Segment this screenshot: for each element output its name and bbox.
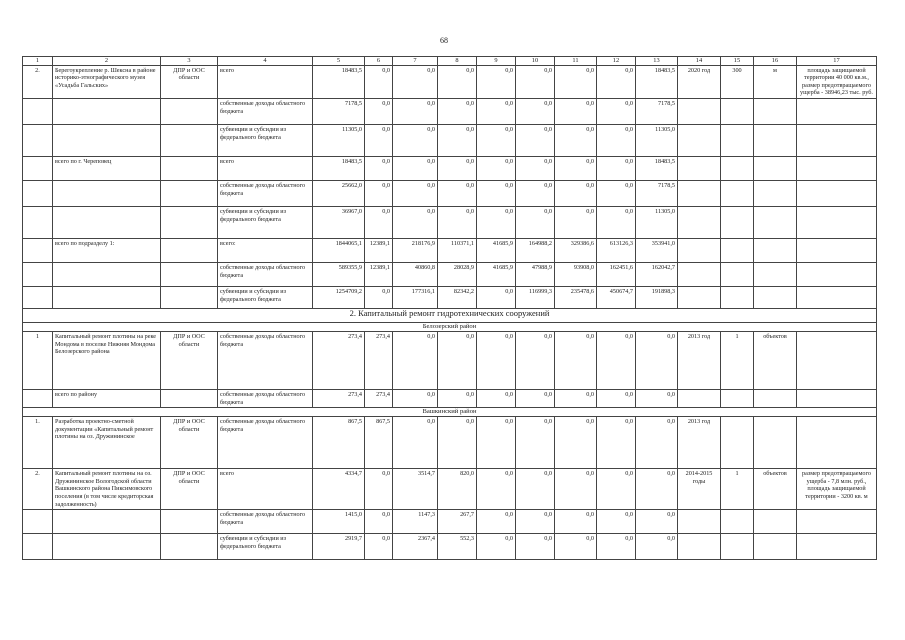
table-cell (53, 206, 161, 238)
table-cell: 273,4 (365, 331, 393, 389)
table-cell: 47988,9 (516, 262, 555, 286)
table-cell: 1 (721, 331, 754, 389)
table-cell (721, 534, 754, 560)
subsection-heading-row (23, 322, 877, 331)
table-cell (797, 389, 877, 407)
table-cell: 2014-2015 годы (678, 469, 721, 510)
table-cell (53, 98, 161, 124)
table-cell (797, 534, 877, 560)
column-header: 14 (678, 57, 721, 66)
table-cell (678, 389, 721, 407)
table-cell: 0,0 (555, 124, 597, 156)
table-cell: 93908,0 (555, 262, 597, 286)
table-cell (721, 180, 754, 206)
table-row (23, 156, 877, 180)
table-cell: всего (218, 156, 313, 180)
table-cell: 0,0 (393, 156, 438, 180)
column-header: 13 (636, 57, 678, 66)
table-cell: 0,0 (516, 206, 555, 238)
table-cell: субвенции и субсидии из федерального бюджета (218, 534, 313, 560)
table-cell: 300 (721, 65, 754, 98)
table-cell: 273,4 (313, 389, 365, 407)
table-cell: собственные доходы областного бюджета (218, 180, 313, 206)
table-row (23, 389, 877, 407)
subsection-heading: Вашкинский район (23, 408, 877, 417)
table-cell: 18483,5 (313, 65, 365, 98)
table-cell: 0,0 (477, 534, 516, 560)
table-cell: 0,0 (516, 469, 555, 510)
table-cell: 450674,7 (597, 286, 636, 308)
table-cell (797, 206, 877, 238)
table-cell: ДПР и ООС области (161, 65, 218, 98)
table-cell: 2020 год (678, 65, 721, 98)
table-cell (721, 262, 754, 286)
subsection-heading: Белозерский район (23, 322, 877, 331)
table-cell: 273,4 (365, 389, 393, 407)
table-cell: 0,0 (597, 124, 636, 156)
table-cell: 0,0 (438, 180, 477, 206)
table-cell: 4334,7 (313, 469, 365, 510)
table-cell: ДПР и ООС области (161, 331, 218, 389)
table-cell: 0,0 (477, 156, 516, 180)
table-cell: 0,0 (393, 389, 438, 407)
table-cell (161, 98, 218, 124)
table-cell: 867,5 (365, 417, 393, 469)
table-cell (161, 262, 218, 286)
table-cell: 0,0 (365, 510, 393, 534)
table-cell (797, 180, 877, 206)
column-header: 5 (313, 57, 365, 66)
table-cell: собственные доходы областного бюджета (218, 262, 313, 286)
table-cell (23, 286, 53, 308)
table-cell (721, 156, 754, 180)
table-cell: 2013 год (678, 417, 721, 469)
table-cell: собственные доходы областного бюджета (218, 389, 313, 407)
table-cell (23, 180, 53, 206)
table-cell: 0,0 (438, 331, 477, 389)
table-row (23, 417, 877, 469)
table-cell: 0,0 (477, 98, 516, 124)
table-cell (161, 206, 218, 238)
table-cell: 0,0 (597, 156, 636, 180)
table-cell: 28028,9 (438, 262, 477, 286)
table-cell (721, 238, 754, 262)
table-cell: всего по подразделу 1: (53, 238, 161, 262)
table-cell: субвенции и субсидии из федерального бюджета (218, 124, 313, 156)
table-cell: 353941,0 (636, 238, 678, 262)
table-cell: 0,0 (365, 124, 393, 156)
table-cell: 0,0 (597, 180, 636, 206)
table-cell: 0,0 (393, 65, 438, 98)
table-cell: 0,0 (636, 510, 678, 534)
column-header: 2 (53, 57, 161, 66)
table-cell: 116999,3 (516, 286, 555, 308)
table-cell: 0,0 (477, 389, 516, 407)
section-heading: 2. Капитальный ремонт гидротехнических сооружений (23, 308, 877, 322)
table-cell: 191898,3 (636, 286, 678, 308)
table-cell (678, 98, 721, 124)
table-cell (161, 389, 218, 407)
table-cell (754, 510, 797, 534)
table-cell: 0,0 (597, 206, 636, 238)
table-cell (23, 238, 53, 262)
table-cell (797, 510, 877, 534)
table-cell: 0,0 (636, 534, 678, 560)
table-cell: 329386,6 (555, 238, 597, 262)
table-cell: 0,0 (597, 417, 636, 469)
table-row (23, 180, 877, 206)
table-cell: 40860,8 (393, 262, 438, 286)
table-cell (754, 417, 797, 469)
table-cell: 0,0 (477, 286, 516, 308)
table-cell: 0,0 (477, 180, 516, 206)
table-cell: 0,0 (555, 389, 597, 407)
table-cell: 0,0 (555, 156, 597, 180)
table-cell: 0,0 (477, 65, 516, 98)
table-cell: 0,0 (597, 98, 636, 124)
table-cell: 0,0 (555, 417, 597, 469)
table-cell (721, 98, 754, 124)
table-cell: 0,0 (597, 510, 636, 534)
table-cell: 0,0 (438, 124, 477, 156)
budget-table (22, 56, 877, 560)
table-cell: 0,0 (438, 98, 477, 124)
table-cell: 0,0 (477, 206, 516, 238)
table-cell: 589355,9 (313, 262, 365, 286)
table-cell: 0,0 (555, 180, 597, 206)
table-cell: 12389,1 (365, 238, 393, 262)
table-cell: 273,4 (313, 331, 365, 389)
table-cell: 0,0 (365, 180, 393, 206)
table-cell: 218176,9 (393, 238, 438, 262)
table-cell (678, 286, 721, 308)
table-cell (721, 124, 754, 156)
table-cell: 0,0 (597, 65, 636, 98)
table-cell: 0,0 (438, 417, 477, 469)
table-cell: субвенции и субсидии из федерального бюджета (218, 206, 313, 238)
table-cell (721, 389, 754, 407)
table-cell (23, 510, 53, 534)
table-cell: собственные доходы областного бюджета (218, 331, 313, 389)
table-cell (721, 510, 754, 534)
table-cell: 0,0 (393, 180, 438, 206)
table-cell: 12389,1 (365, 262, 393, 286)
table-cell (754, 98, 797, 124)
table-cell: Берегоукрепление р. Шексна в районе историко-этнографического музея «Усадьба Гальских» (53, 65, 161, 98)
table-cell: 1 (721, 469, 754, 510)
column-header: 6 (365, 57, 393, 66)
table-cell: 0,0 (516, 124, 555, 156)
column-header: 9 (477, 57, 516, 66)
column-header: 1 (23, 57, 53, 66)
column-header: 8 (438, 57, 477, 66)
table-cell: 0,0 (365, 534, 393, 560)
table-cell: 0,0 (438, 156, 477, 180)
table-cell (23, 124, 53, 156)
table-cell: 0,0 (597, 534, 636, 560)
table-cell: 7178,5 (636, 98, 678, 124)
table-cell (23, 389, 53, 407)
table-cell (754, 156, 797, 180)
table-cell (721, 206, 754, 238)
table-cell (53, 286, 161, 308)
table-cell: Капитальный ремонт плотины на оз. Дружининское Вологодской области Вашкинского района Пиксимовского поселения (в том числе кредиторская задолженность) (53, 469, 161, 510)
table-cell: 11305,0 (636, 206, 678, 238)
table-cell: 0,0 (438, 389, 477, 407)
table-cell (797, 262, 877, 286)
table-cell: 0,0 (393, 206, 438, 238)
table-cell (754, 238, 797, 262)
table-cell: 18483,5 (313, 156, 365, 180)
table-cell (53, 534, 161, 560)
section-heading-row (23, 308, 877, 322)
table-cell: Разработка проектно-сметной документации «Капитальный ремонт плотины на оз. Дружининское (53, 417, 161, 469)
table-body (23, 57, 877, 560)
table-cell (797, 124, 877, 156)
table-cell: 0,0 (555, 534, 597, 560)
table-cell: 867,5 (313, 417, 365, 469)
column-header: 3 (161, 57, 218, 66)
table-cell (754, 262, 797, 286)
column-header: 7 (393, 57, 438, 66)
page-number: 68 (440, 36, 448, 45)
column-header: 12 (597, 57, 636, 66)
table-cell: 0,0 (555, 510, 597, 534)
table-row (23, 469, 877, 510)
table-cell (797, 156, 877, 180)
table-row (23, 65, 877, 98)
table-cell (678, 262, 721, 286)
table-cell: 82342,2 (438, 286, 477, 308)
table-cell: 0,0 (477, 331, 516, 389)
table-cell: 0,0 (555, 331, 597, 389)
table-cell: 0,0 (477, 417, 516, 469)
table-cell: 0,0 (365, 156, 393, 180)
table-cell: 0,0 (516, 417, 555, 469)
table-cell: 0,0 (555, 65, 597, 98)
table-cell: всего по г. Череповец (53, 156, 161, 180)
table-cell (678, 206, 721, 238)
table-cell (754, 534, 797, 560)
table-cell: 36967,0 (313, 206, 365, 238)
table-cell: 18483,5 (636, 65, 678, 98)
table-row (23, 286, 877, 308)
table-cell (797, 98, 877, 124)
table-cell: 7178,5 (636, 180, 678, 206)
table-cell: 0,0 (516, 180, 555, 206)
table-cell: субвенции и субсидии из федерального бюджета (218, 286, 313, 308)
table-cell: 3514,7 (393, 469, 438, 510)
table-cell: 1844065,1 (313, 238, 365, 262)
table-cell: 0,0 (636, 389, 678, 407)
table-cell: 613126,3 (597, 238, 636, 262)
table-cell (161, 180, 218, 206)
table-cell: площадь защищаемой территории 40 000 кв.м., размер предотвращаемого ущерба - 38946,23 тыс. руб. (797, 65, 877, 98)
table-cell: 0,0 (597, 389, 636, 407)
table-cell (161, 510, 218, 534)
table-cell: ДПР и ООС области (161, 469, 218, 510)
table-cell: 0,0 (516, 534, 555, 560)
table-cell: 0,0 (636, 417, 678, 469)
table-cell: 267,7 (438, 510, 477, 534)
table-cell: 41685,9 (477, 262, 516, 286)
table-cell (678, 510, 721, 534)
table-cell: 0,0 (438, 206, 477, 238)
table-cell: 0,0 (477, 510, 516, 534)
table-cell: 1147,3 (393, 510, 438, 534)
table-cell: всего (218, 469, 313, 510)
table-cell: Капитальный ремонт плотины на реке Мондома в поселке Нижняя Мондома Белозерского района (53, 331, 161, 389)
table-cell (53, 180, 161, 206)
table-cell: 0,0 (516, 389, 555, 407)
table-cell (23, 156, 53, 180)
table-cell (161, 238, 218, 262)
table-cell: всего (218, 65, 313, 98)
table-cell: размер предотвращаемого ущерба - 7,8 млн. руб., площадь защищаемой территории - 3200 кв. м (797, 469, 877, 510)
table-cell: 1254709,2 (313, 286, 365, 308)
table-cell (797, 417, 877, 469)
table-row (23, 510, 877, 534)
table-cell (797, 331, 877, 389)
table-cell: 0,0 (555, 206, 597, 238)
column-header: 15 (721, 57, 754, 66)
table-cell: собственные доходы областного бюджета (218, 98, 313, 124)
table-cell (161, 534, 218, 560)
table-cell (23, 206, 53, 238)
table-cell: 2919,7 (313, 534, 365, 560)
table-cell (721, 417, 754, 469)
table-cell (797, 238, 877, 262)
table-cell (161, 124, 218, 156)
table-cell: объектов (754, 469, 797, 510)
table-cell: 11305,0 (636, 124, 678, 156)
table-cell: 0,0 (555, 98, 597, 124)
table-cell: 0,0 (365, 286, 393, 308)
table-row (23, 534, 877, 560)
table-cell: 1415,0 (313, 510, 365, 534)
table-cell (721, 286, 754, 308)
table-cell: 2. (23, 469, 53, 510)
table-cell (53, 510, 161, 534)
column-header: 17 (797, 57, 877, 66)
table-cell: ДПР и ООС области (161, 417, 218, 469)
table-cell (678, 238, 721, 262)
table-cell: 0,0 (636, 469, 678, 510)
table-cell: 235478,6 (555, 286, 597, 308)
table-cell: 1. (23, 417, 53, 469)
table-cell: всего: (218, 238, 313, 262)
table-cell: 0,0 (555, 469, 597, 510)
table-cell: 0,0 (516, 510, 555, 534)
table-cell: 0,0 (393, 331, 438, 389)
table-cell: 18483,5 (636, 156, 678, 180)
table-cell: 1 (23, 331, 53, 389)
table-cell: 0,0 (597, 469, 636, 510)
table-cell (161, 156, 218, 180)
column-header: 10 (516, 57, 555, 66)
table-cell: 0,0 (365, 65, 393, 98)
table-cell: 0,0 (365, 469, 393, 510)
table-cell: 41685,9 (477, 238, 516, 262)
table-cell: 0,0 (477, 469, 516, 510)
table-cell: объектов (754, 331, 797, 389)
table-cell: м (754, 65, 797, 98)
column-header: 11 (555, 57, 597, 66)
table-cell (754, 180, 797, 206)
table-cell: собственные доходы областного бюджета (218, 417, 313, 469)
table-cell (53, 262, 161, 286)
table-cell: 25662,0 (313, 180, 365, 206)
table-cell (161, 286, 218, 308)
table-row (23, 238, 877, 262)
table-cell: 110371,1 (438, 238, 477, 262)
table-cell: 162042,7 (636, 262, 678, 286)
table-cell (23, 534, 53, 560)
table-cell: 820,0 (438, 469, 477, 510)
table-cell (678, 156, 721, 180)
table-cell: 0,0 (365, 206, 393, 238)
table-cell: 2. (23, 65, 53, 98)
table-row (23, 262, 877, 286)
table-cell (678, 534, 721, 560)
table-row (23, 124, 877, 156)
table-cell (678, 124, 721, 156)
column-header-row (23, 57, 877, 66)
table-cell: 0,0 (636, 331, 678, 389)
table-cell: 11305,0 (313, 124, 365, 156)
table-cell (754, 286, 797, 308)
table-row (23, 331, 877, 389)
table-cell: 0,0 (365, 98, 393, 124)
table-cell: 0,0 (516, 156, 555, 180)
table-cell (754, 124, 797, 156)
table-cell: 0,0 (393, 417, 438, 469)
table-cell: 0,0 (516, 331, 555, 389)
column-header: 16 (754, 57, 797, 66)
table-cell: 2367,4 (393, 534, 438, 560)
table-cell (23, 262, 53, 286)
table-cell (678, 180, 721, 206)
table-cell (797, 286, 877, 308)
table-cell: 162451,6 (597, 262, 636, 286)
table-row (23, 98, 877, 124)
table-cell (754, 206, 797, 238)
table-cell (53, 124, 161, 156)
table-cell: 0,0 (393, 124, 438, 156)
table-cell: собственные доходы областного бюджета (218, 510, 313, 534)
subsection-heading-row (23, 408, 877, 417)
table-cell: 7178,5 (313, 98, 365, 124)
table-cell: всего по району (53, 389, 161, 407)
table-cell (754, 389, 797, 407)
table-cell: 552,3 (438, 534, 477, 560)
table-cell: 164988,2 (516, 238, 555, 262)
table-cell: 2013 год (678, 331, 721, 389)
table-cell: 0,0 (438, 65, 477, 98)
table-cell: 0,0 (516, 98, 555, 124)
table-cell: 0,0 (516, 65, 555, 98)
table-cell: 0,0 (597, 331, 636, 389)
table-cell: 0,0 (393, 98, 438, 124)
column-header: 4 (218, 57, 313, 66)
table-cell (23, 98, 53, 124)
table-cell: 0,0 (477, 124, 516, 156)
table-row (23, 206, 877, 238)
table-cell: 177316,1 (393, 286, 438, 308)
